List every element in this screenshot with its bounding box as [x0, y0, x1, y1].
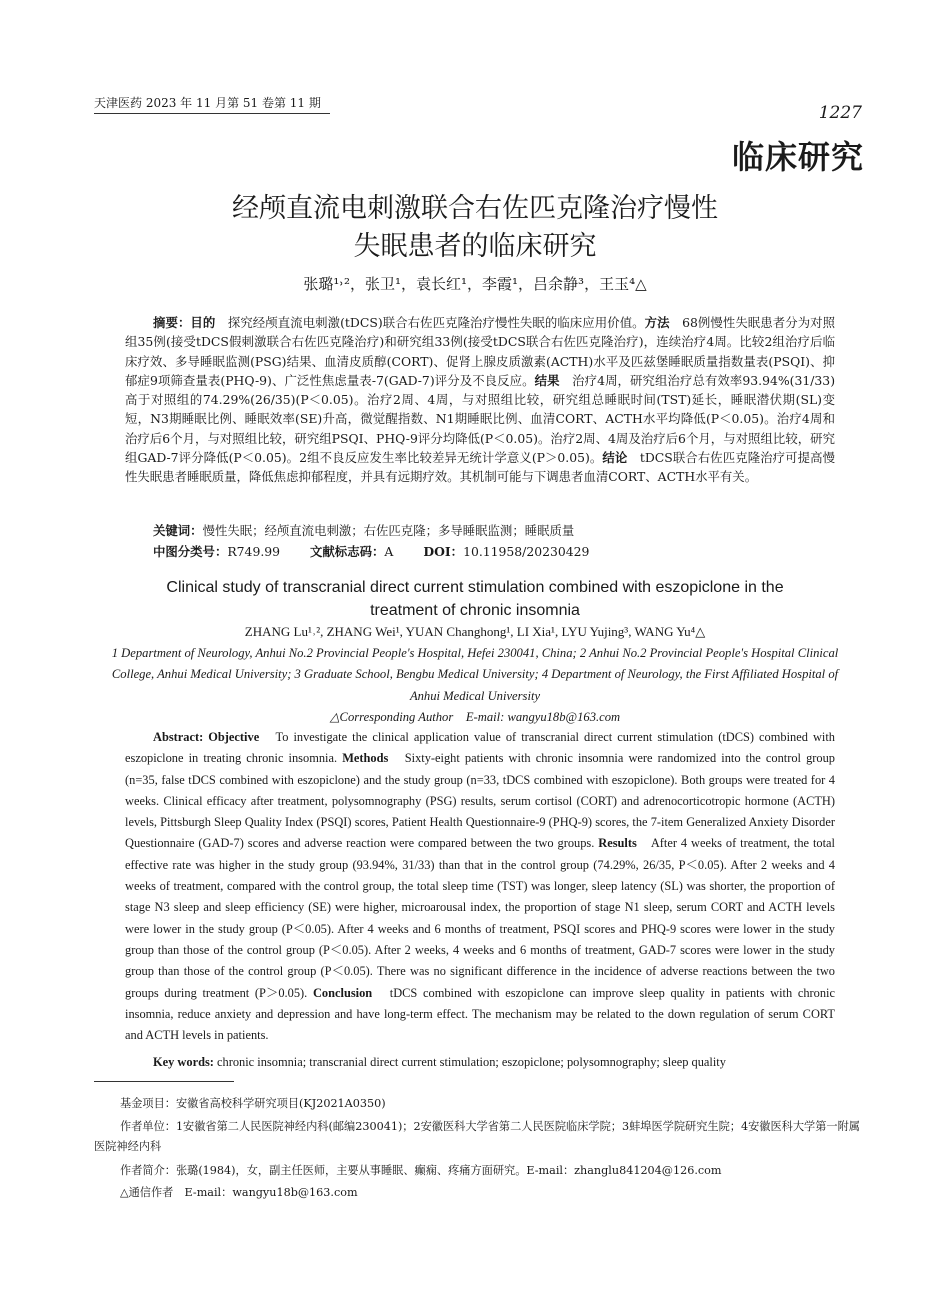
article-title-en-line2: treatment of chronic insomnia [370, 602, 580, 619]
article-title-en [0, 576, 950, 622]
footnote-rule [94, 1081, 234, 1082]
classification-line [153, 542, 589, 560]
abstract-en-label: Abstract: [153, 730, 204, 744]
clc-label: 中图分类号： [153, 544, 228, 559]
section-title: 临床研究 [731, 138, 864, 176]
abstract-cn-results-label: 结果 [534, 372, 560, 388]
abstract-cn-conclusion: tDCS联合右佐匹克隆治疗可提高慢性失眠患者睡眠质量，降低焦虑抑郁程度，并具有远期疗效。其机制可能与下调患者血清CORT、ACTH水平有关。 [125, 450, 836, 485]
doi-label: DOI： [423, 544, 464, 559]
footnote-author-units: 作者单位：1安徽省第二人民医院神经内科(邮编230041)；2安徽医科大学省第二人民医院临床学院；3蚌埠医学院研究生院；4安徽医科大学第一附属医院神经内科 [94, 1120, 860, 1153]
abstract-cn-results: 治疗4周，研究组治疗总有效率93.94%(31/33)高于对照组的74.29%(26/35)(P＜0.05)。治疗2周、4周，与对照组比较，研究组总睡眠时间(TST)延长，睡眠潜伏期(SL)变短，N3期睡眠比例、睡眠效率(SE)升高，微觉醒指数、N1期睡眠比例、血清CORT、ACTH水平均降低(P＜0.05)。治疗4周和治疗后6个月，与对照组比较，研究组PSQI、PHQ-9评分均降低(P＜0.05)。治疗2周、4周及治疗后6个月，与对照组比较，研究组GAD-7评分降低(P＜0.05)。2组不良反应发生率比较差异无统计学意义(P＞0.05)。 [125, 372, 836, 466]
article-title-cn-line1: 经颅直流电刺激联合右佐匹克隆治疗慢性 [232, 193, 718, 224]
abstract-cn-conclusion-label: 结论 [602, 450, 628, 466]
affiliations-en-text: 1 Department of Neurology, Anhui No.2 Provincial People's Hospital, Hefei 230041, China; 2 Anhui No.2 Provincial People's Hospital Clinical College, Anhui Medical University; 3 Graduate School, Bengbu Medical University; 4 Department of Neurology, the First Affiliated Hospital of Anhui Medical University [111, 646, 839, 703]
keywords-en-text: chronic insomnia; transcranial direct current stimulation; eszopiclone; polysomnography; sleep quality [217, 1055, 726, 1069]
footnote-corresponding: △通信作者 E-mail：wangyu18b@163.com [120, 1186, 358, 1199]
footnote-fund: 基金项目：安徽省高校科学研究项目(KJ2021A0350) [120, 1097, 386, 1110]
abstract-en-results: After 4 weeks of treatment, the total effective rate was higher in the study group (93.94%, 31/33) than that in the control group (74.29%, 26/35, P＜0.05). After 2 weeks and 4 weeks of treatment, compared with the control group, the total sleep time (TST) was longer, sleep latency (SL) was shorter, the proportion of stage N3 sleep and sleep efficiency (SE) were higher, microarousal index, the proportion of stage N1 sleep, serum CORT and ACTH levels were lower in the study group (P＜0.05). After 4 weeks and 6 months of treatment, PSQI scores and PHQ-9 scores were lower in the study group than those of the control group (P＜0.05). After 2 weeks, 4 weeks and 6 months of treatment, GAD-7 scores were lower in the study group than those of the control group (P＜0.05). There was no significant difference in the incidence of adverse reactions between the two groups during treatment (P＞0.05). [125, 836, 835, 1000]
authors-en: ZHANG Lu¹˒², ZHANG Wei¹, YUAN Changhong¹, LI Xia¹, LYU Yujing³, WANG Yu⁴△ [244, 624, 706, 639]
abstract-en-methods-label: Methods [342, 751, 389, 766]
abstract-en [125, 727, 835, 1046]
abstract-cn-methods: 68例慢性失眠患者分为对照组35例(接受tDCS假刺激联合右佐匹克隆治疗)和研究组33例(接受tDCS联合右佐匹克隆治疗)，连续治疗4周。比较2组治疗后临床疗效、多导睡眠监测(PSG)结果、血清皮质醇(CORT)、促肾上腺皮质激素(ACTH)水平及匹兹堡睡眠质量指数量表(PSQI)、抑郁症9项筛查量表(PHQ-9)、广泛性焦虑量表-7(GAD-7)评分及不良反应。 [125, 315, 836, 388]
abstract-en-conclusion: tDCS combined with eszopiclone can improve sleep quality in patients with chronic insomnia, reduce anxiety and depression and have long-term effect. The mechanism may be related to the down regulation of serum CORT and ACTH levels in patients. [125, 985, 836, 1043]
doc-code-label: 文献标志码： [310, 544, 385, 559]
abstract-en-results-label: Results [598, 836, 637, 851]
clc-value: R749.99 [227, 544, 281, 559]
header-rule [94, 113, 330, 114]
abstract-cn-label: 摘要： [153, 315, 191, 330]
doc-code-value: A [384, 544, 394, 559]
keywords-cn [153, 521, 574, 539]
article-title-cn-line2: 失眠患者的临床研究 [353, 231, 597, 262]
abstract-cn [125, 313, 835, 487]
article-title-cn [0, 190, 950, 266]
abstract-en-conclusion-label: Conclusion [312, 985, 373, 1000]
keywords-cn-label: 关键词： [153, 523, 203, 538]
abstract-en-methods: Sixty-eight patients with chronic insomnia were randomized into the control group (n=35, false tDCS combined with eszopiclone) and the study group (n=33, tDCS combined with eszopiclone). Both groups were treated for 4 weeks. Clinical efficacy after treatment, polysomnography (PSG) results, serum cortisol (CORT) and adrenocorticotropic hormone (ACTH) levels, Pittsburgh Sleep Quality Index (PSQI) scores, Patient Health Questionnaire-9 (PHQ-9) scores, the 7-item Generalized Anxiety Disorder Questionnaire (GAD-7) scores and adverse reaction were compared between the two groups. [125, 751, 835, 851]
page-number: 1227 [818, 103, 862, 123]
abstract-cn-objective: 探究经颅直流电刺激(tDCS)联合右佐匹克隆治疗慢性失眠的临床应用价值。 [227, 315, 645, 330]
abstract-en-objective-label: Objective [208, 730, 260, 744]
abstract-cn-objective-label: 目的 [190, 315, 216, 330]
article-title-en-line1: Clinical study of transcranial direct current stimulation combined with eszopiclone in the [166, 579, 784, 596]
doi-value: 10.11958/20230429 [463, 544, 590, 559]
corresponding-author-en: △Corresponding Author E-mail: wangyu18b@163.com [329, 710, 621, 725]
affiliations-en [110, 643, 840, 729]
keywords-en [153, 1055, 726, 1070]
abstract-cn-methods-label: 方法 [644, 315, 670, 330]
footnote-author-bio: 作者简介：张璐(1984)，女，副主任医师，主要从事睡眠、癫痫、疼痛方面研究。E-mail：zhanglu841204@126.com [120, 1164, 722, 1177]
journal-header: 天津医药 2023 年 11 月第 51 卷第 11 期 [94, 96, 321, 110]
keywords-en-label: Key words: [153, 1055, 214, 1069]
authors-cn: 张璐¹˒²，张卫¹，袁长红¹，李霞¹，吕余静³，王玉⁴△ [303, 275, 647, 293]
keywords-cn-text: 慢性失眠；经颅直流电刺激；右佐匹克隆；多导睡眠监测；睡眠质量 [202, 523, 575, 538]
abstract-en-objective: To investigate the clinical application value of transcranial direct current stimulation (tDCS) combined with eszopiclone in treating chronic insomnia. [125, 730, 835, 766]
